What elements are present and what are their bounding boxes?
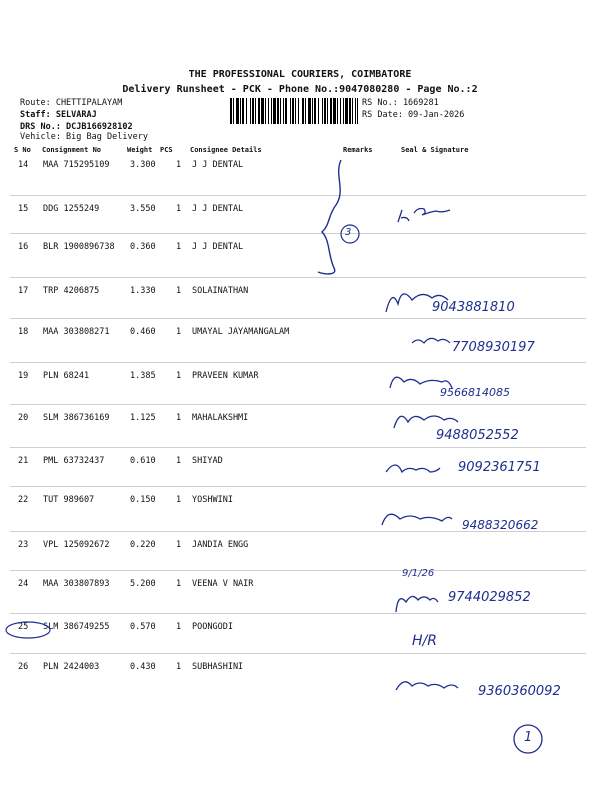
row-consignee: PRAVEEN KUMAR <box>192 371 259 381</box>
col-consignment: Consignment No <box>42 146 102 154</box>
col-sno: S No <box>14 146 31 154</box>
row-sno: 18 <box>18 327 29 337</box>
row-weight: 1.385 <box>130 371 156 381</box>
col-consignee: Consignee Details <box>190 146 262 154</box>
row-weight: 3.300 <box>130 160 156 170</box>
row-sno: 16 <box>18 242 29 252</box>
row-pcs: 1 <box>176 160 182 170</box>
row-pcs: 1 <box>176 327 182 337</box>
row-consignee: SOLAINATHAN <box>192 286 249 296</box>
row-sno: 17 <box>18 286 29 296</box>
row-consignment-no: SLM 386736169 <box>43 413 110 423</box>
row-consignee: MAHALAKSHMI <box>192 413 249 423</box>
row-consignee: J J DENTAL <box>192 204 244 214</box>
row-consignee: JANDIA ENGG <box>192 540 249 550</box>
row-consignment-no: TRP 4206875 <box>43 286 100 296</box>
row-sno: 23 <box>18 540 29 550</box>
row-weight: 1.330 <box>130 286 156 296</box>
row-weight: 0.430 <box>130 662 156 672</box>
row-sno: 15 <box>18 204 29 214</box>
staff-label: Staff: SELVARAJ <box>20 110 97 120</box>
row-pcs: 1 <box>176 540 182 550</box>
row-sno: 19 <box>18 371 29 381</box>
row-weight: 3.550 <box>130 204 156 214</box>
handwritten-phone: 9043881810 <box>432 300 515 315</box>
col-seal-signature: Seal & Signature <box>401 146 469 154</box>
row-sno: 14 <box>18 160 29 170</box>
row-consignment-no: PML 63732437 <box>43 456 105 466</box>
row-sno: 25 <box>18 622 29 632</box>
handwritten-date: 9/1/26 <box>402 568 435 579</box>
row-pcs: 1 <box>176 371 182 381</box>
row-consignment-no: PLN 68241 <box>43 371 90 381</box>
row-weight: 0.460 <box>130 327 156 337</box>
runsheet-subtitle: Delivery Runsheet - PCK - Phone No.:9047080280 - Page No.:2 <box>122 84 478 95</box>
col-pcs: PCS <box>160 146 173 154</box>
page-mark: 1 <box>524 730 533 745</box>
handwritten-phone: 9566814085 <box>440 386 510 399</box>
row-consignee: SHIYAD <box>192 456 223 466</box>
rs-number: RS No.: 1669281 <box>362 98 439 108</box>
row-weight: 0.150 <box>130 495 156 505</box>
row-consignee: POONGODI <box>192 622 233 632</box>
row-consignment-no: DDG 1255249 <box>43 204 100 214</box>
row-weight: 1.125 <box>130 413 156 423</box>
handwritten-note: H/R <box>412 633 437 649</box>
col-weight: Weight <box>127 146 153 154</box>
row-consignment-no: MAA 303808271 <box>43 327 110 337</box>
row-weight: 0.360 <box>130 242 156 252</box>
handwritten-phone: 9744029852 <box>448 590 531 605</box>
row-consignee: J J DENTAL <box>192 242 244 252</box>
row-consignment-no: BLR 1900896738 <box>43 242 115 252</box>
handwritten-phone: 9360360092 <box>478 684 561 699</box>
route-label: Route: CHETTIPALAYAM <box>20 98 123 108</box>
handwritten-phone: 9488320662 <box>462 518 539 532</box>
row-consignee: UMAYAL JAYAMANGALAM <box>192 327 290 337</box>
row-pcs: 1 <box>176 456 182 466</box>
row-weight: 0.220 <box>130 540 156 550</box>
circled-number: 3 <box>345 227 352 238</box>
row-sno: 21 <box>18 456 29 466</box>
row-pcs: 1 <box>176 579 182 589</box>
row-pcs: 1 <box>176 204 182 214</box>
row-pcs: 1 <box>176 286 182 296</box>
row-consignment-no: PLN 2424003 <box>43 662 100 672</box>
row-sno: 20 <box>18 413 29 423</box>
row-weight: 0.610 <box>130 456 156 466</box>
row-consignee: J J DENTAL <box>192 160 244 170</box>
row-pcs: 1 <box>176 495 182 505</box>
row-sno: 22 <box>18 495 29 505</box>
row-consignment-no: MAA 303807893 <box>43 579 110 589</box>
col-remarks: Remarks <box>343 146 373 154</box>
row-consignment-no: VPL 125092672 <box>43 540 110 550</box>
company-title: THE PROFESSIONAL COURIERS, COIMBATORE <box>188 69 412 80</box>
handwritten-phone: 7708930197 <box>452 340 535 355</box>
row-consignment-no: SLM 386749255 <box>43 622 110 632</box>
row-weight: 0.570 <box>130 622 156 632</box>
row-consignee: YOSHWINI <box>192 495 233 505</box>
row-consignment-no: MAA 715295109 <box>43 160 110 170</box>
row-weight: 5.200 <box>130 579 156 589</box>
row-consignee: VEENA V NAIR <box>192 579 254 589</box>
row-sno: 24 <box>18 579 29 589</box>
row-pcs: 1 <box>176 622 182 632</box>
row-pcs: 1 <box>176 413 182 423</box>
row-consignee: SUBHASHINI <box>192 662 244 672</box>
handwritten-phone: 9092361751 <box>458 460 541 475</box>
row-sno: 26 <box>18 662 29 672</box>
rs-date: RS Date: 09-Jan-2026 <box>362 110 465 120</box>
handwritten-phone: 9488052552 <box>436 428 519 443</box>
vehicle-label: Vehicle: Big Bag Delivery <box>20 132 148 142</box>
drs-label: DRS No.: DCJB166928102 <box>20 122 133 132</box>
row-pcs: 1 <box>176 242 182 252</box>
row-pcs: 1 <box>176 662 182 672</box>
row-consignment-no: TUT 989607 <box>43 495 95 505</box>
